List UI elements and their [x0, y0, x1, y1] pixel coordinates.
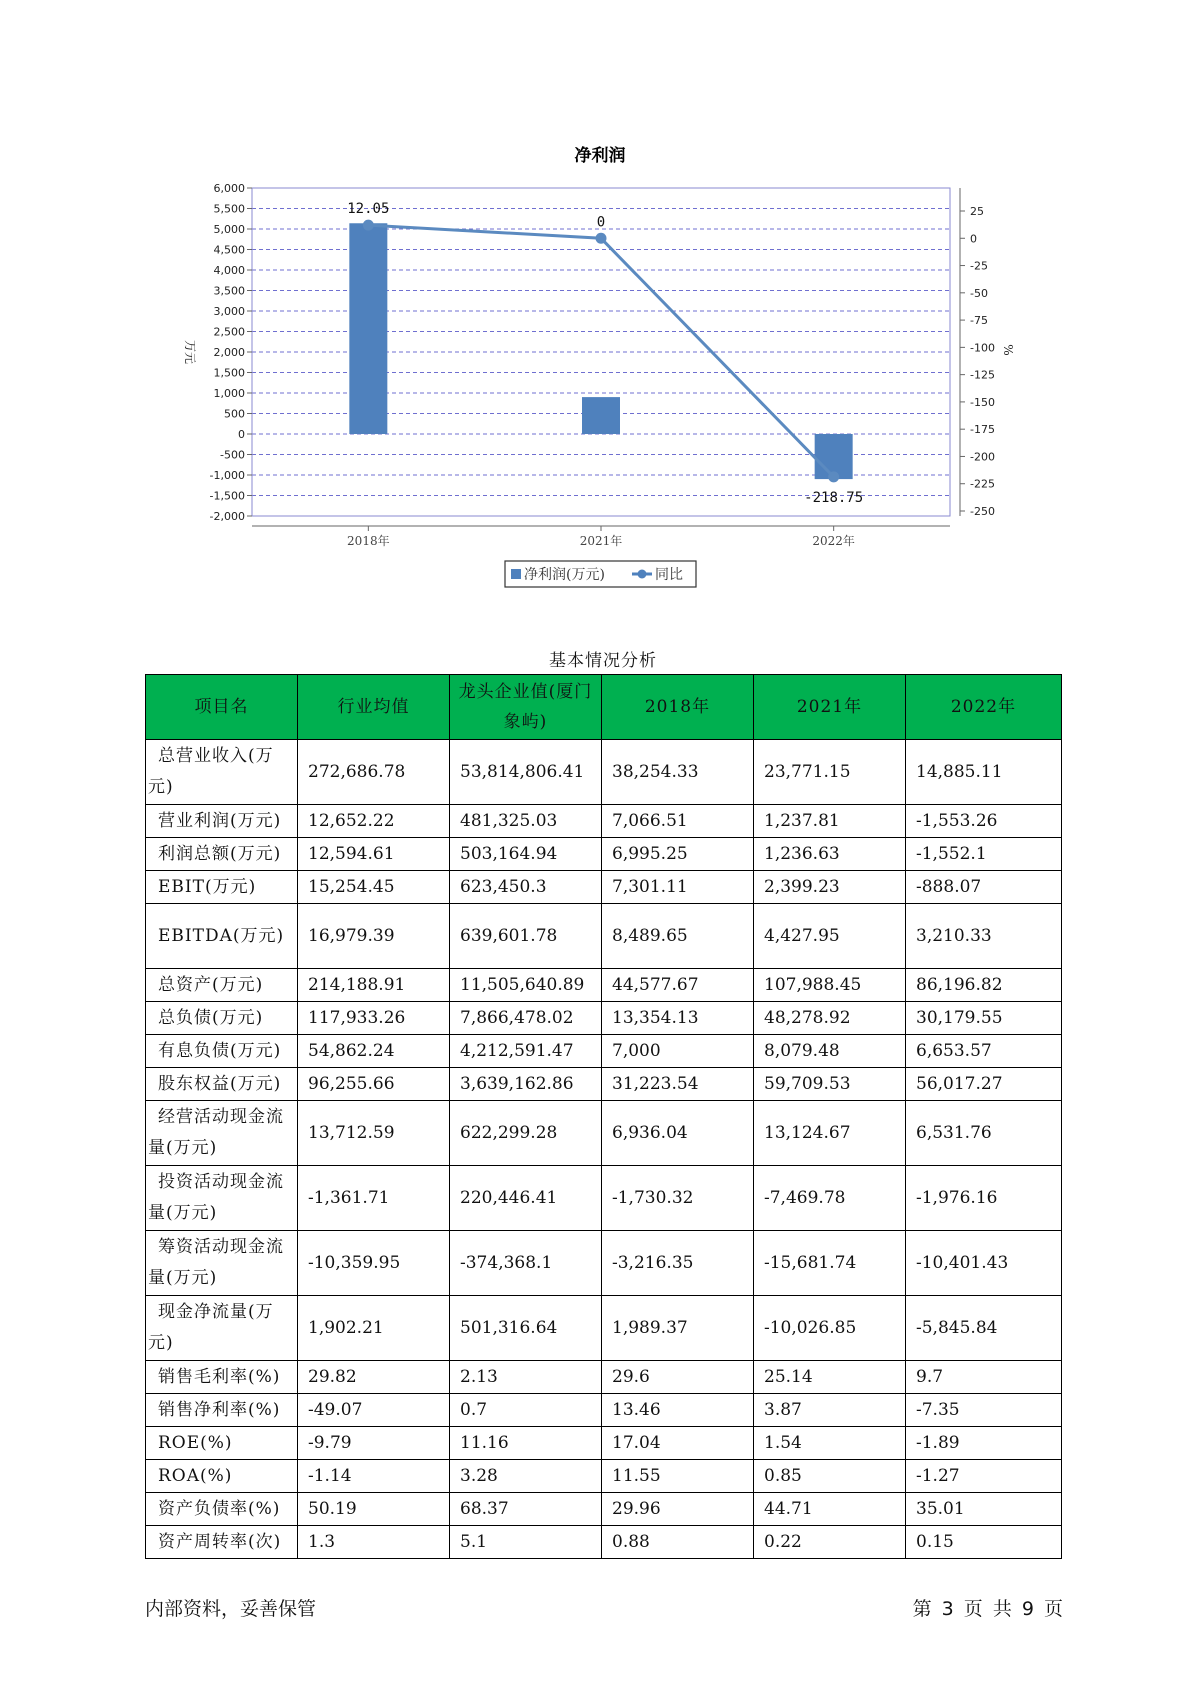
y-tick-label: 3,500: [213, 284, 245, 298]
table-cell: -7.35: [906, 1394, 1062, 1427]
legend-line-label: 同比: [655, 567, 683, 583]
table-cell: 35.01: [906, 1493, 1062, 1526]
row-label: 营业利润(万元): [146, 805, 298, 838]
bar: [582, 397, 620, 434]
y-tick-label: -1,000: [209, 469, 245, 482]
table-cell: 44.71: [754, 1493, 906, 1526]
table-cell: 9.7: [906, 1361, 1062, 1394]
row-label: 销售净利率(%): [146, 1394, 298, 1427]
legend-bar-label: 净利润(万元): [524, 567, 605, 583]
chart-legend: [505, 561, 696, 587]
table-cell: 30,179.55: [906, 1002, 1062, 1035]
table-cell: 503,164.94: [450, 838, 602, 871]
table-cell: 11,505,640.89: [450, 969, 602, 1002]
table-cell: -1.14: [298, 1460, 450, 1493]
table-cell: 11.55: [602, 1460, 754, 1493]
table-cell: 5.1: [450, 1526, 602, 1559]
table-cell: 14,885.11: [906, 740, 1062, 805]
column-header: 2018年: [602, 675, 754, 740]
row-label: ROA(%): [146, 1460, 298, 1493]
data-label: 0: [596, 214, 606, 231]
table-cell: 2.13: [450, 1361, 602, 1394]
table-cell: 56,017.27: [906, 1068, 1062, 1101]
table-cell: 1,236.63: [754, 838, 906, 871]
table-cell: -5,845.84: [906, 1296, 1062, 1361]
table-row: [146, 1035, 1062, 1068]
table-cell: 8,079.48: [754, 1035, 906, 1068]
table-caption: 基本情况分析: [549, 651, 657, 671]
y-tick-label: 2,000: [213, 346, 245, 359]
table-cell: 623,450.3: [450, 871, 602, 904]
y-tick-label: 3,000: [213, 305, 245, 318]
table-row: [146, 740, 1062, 805]
footer-page-number: 第 3 页 共 9 页: [912, 1598, 1063, 1620]
yoy-line: [368, 225, 833, 477]
table-cell: 59,709.53: [754, 1068, 906, 1101]
table-cell: 68.37: [450, 1493, 602, 1526]
x-tick-label: 2022年: [812, 534, 855, 548]
table-cell: 0.88: [602, 1526, 754, 1559]
table-cell: 8,489.65: [602, 904, 754, 969]
table-cell: 6,653.57: [906, 1035, 1062, 1068]
table-cell: -7,469.78: [754, 1166, 906, 1231]
table-cell: 3,639,162.86: [450, 1068, 602, 1101]
table-row: [146, 871, 1062, 904]
footer-confidential-note: 内部资料，妥善保管: [145, 1598, 317, 1620]
basic-analysis-table: [145, 674, 1062, 1559]
column-header: 项目名: [146, 675, 298, 740]
table-cell: 107,988.45: [754, 969, 906, 1002]
table-row: [146, 1002, 1062, 1035]
table-cell: -10,401.43: [906, 1231, 1062, 1296]
column-header: 2021年: [754, 675, 906, 740]
table-cell: 13,354.13: [602, 1002, 754, 1035]
y-tick-label: 1,500: [213, 366, 245, 380]
table-row: [146, 1231, 1062, 1296]
table-row: [146, 1296, 1062, 1361]
table-row: [146, 1460, 1062, 1493]
table-row: [146, 1394, 1062, 1427]
row-label: 经营活动现金流量(万元): [146, 1101, 298, 1166]
table-cell: -10,026.85: [754, 1296, 906, 1361]
table-cell: -1,976.16: [906, 1166, 1062, 1231]
table-cell: 481,325.03: [450, 805, 602, 838]
table-cell: -1,361.71: [298, 1166, 450, 1231]
table-cell: -374,368.1: [450, 1231, 602, 1296]
table-cell: 6,936.04: [602, 1101, 754, 1166]
table-cell: 214,188.91: [298, 969, 450, 1002]
table-row: [146, 1068, 1062, 1101]
row-label: 总营业收入(万元): [146, 740, 298, 805]
y-tick-label: 0: [238, 428, 245, 441]
column-header: 行业均值: [298, 675, 450, 740]
y2-tick-label: -175: [970, 423, 995, 437]
table-cell: 1,902.21: [298, 1296, 450, 1361]
x-tick-label: 2018年: [347, 534, 390, 548]
table-cell: 13,124.67: [754, 1101, 906, 1166]
table-cell: 11.16: [450, 1427, 602, 1460]
table-cell: 3.87: [754, 1394, 906, 1427]
y2-tick-label: -50: [970, 286, 988, 300]
row-label: EBITDA(万元): [146, 904, 298, 969]
net-profit-chart: [0, 0, 1191, 620]
table-cell: -1,553.26: [906, 805, 1062, 838]
y-tick-label: 5,500: [213, 202, 245, 216]
table-cell: 639,601.78: [450, 904, 602, 969]
yoy-point: [363, 220, 374, 231]
table-cell: -1,730.32: [602, 1166, 754, 1231]
table-cell: 3,210.33: [906, 904, 1062, 969]
y-tick-label: -500: [220, 448, 245, 462]
table-cell: 13,712.59: [298, 1101, 450, 1166]
y-tick-label: -1,500: [209, 489, 245, 503]
table-cell: 4,212,591.47: [450, 1035, 602, 1068]
table-cell: 29.6: [602, 1361, 754, 1394]
table-cell: 38,254.33: [602, 740, 754, 805]
table-cell: 0.22: [754, 1526, 906, 1559]
table-cell: 48,278.92: [754, 1002, 906, 1035]
chart-title: 净利润: [574, 146, 626, 166]
y2-tick-label: -25: [970, 259, 988, 273]
table-cell: 44,577.67: [602, 969, 754, 1002]
y-tick-label: 4,500: [213, 243, 245, 257]
table-cell: -49.07: [298, 1394, 450, 1427]
table-cell: -15,681.74: [754, 1231, 906, 1296]
y-axis-label: 万元: [183, 339, 197, 365]
table-row: [146, 805, 1062, 838]
table-row: [146, 1361, 1062, 1394]
y2-tick-label: 0: [970, 232, 977, 246]
data-label: -218.75: [804, 489, 864, 506]
y-tick-label: -2,000: [209, 510, 245, 523]
table-cell: -9.79: [298, 1427, 450, 1460]
y2-tick-label: -250: [970, 505, 995, 518]
row-label: 筹资活动现金流量(万元): [146, 1231, 298, 1296]
table-cell: 0.85: [754, 1460, 906, 1493]
y2-tick-label: -100: [970, 341, 995, 355]
table-cell: -1.27: [906, 1460, 1062, 1493]
table-cell: 29.96: [602, 1493, 754, 1526]
table-cell: 16,979.39: [298, 904, 450, 969]
row-label: 利润总额(万元): [146, 838, 298, 871]
column-header: 龙头企业值(厦门象屿): [450, 675, 602, 740]
table-cell: 7,301.11: [602, 871, 754, 904]
table-cell: 1.54: [754, 1427, 906, 1460]
table-cell: 29.82: [298, 1361, 450, 1394]
table-cell: 13.46: [602, 1394, 754, 1427]
y-tick-label: 4,000: [213, 264, 245, 277]
y2-tick-label: -75: [970, 314, 988, 328]
table-cell: 2,399.23: [754, 871, 906, 904]
y-tick-label: 2,500: [213, 325, 245, 339]
table-cell: -1,552.1: [906, 838, 1062, 871]
table-row: [146, 1166, 1062, 1231]
y2-tick-label: 25: [970, 205, 984, 218]
legend-bar-swatch: [511, 569, 521, 579]
table-cell: 96,255.66: [298, 1068, 450, 1101]
table-row: [146, 1526, 1062, 1559]
table-row: [146, 1493, 1062, 1526]
table-cell: 0.15: [906, 1526, 1062, 1559]
row-label: EBIT(万元): [146, 871, 298, 904]
table-cell: 220,446.41: [450, 1166, 602, 1231]
row-label: 资产负债率(%): [146, 1493, 298, 1526]
table-row: [146, 904, 1062, 969]
table-cell: 272,686.78: [298, 740, 450, 805]
y2-axis-label: %: [1001, 344, 1015, 356]
column-header: 2022年: [906, 675, 1062, 740]
table-cell: 117,933.26: [298, 1002, 450, 1035]
row-label: 总负债(万元): [146, 1002, 298, 1035]
y-tick-label: 500: [224, 407, 245, 421]
table-cell: 25.14: [754, 1361, 906, 1394]
table-cell: -1.89: [906, 1427, 1062, 1460]
row-label: 销售毛利率(%): [146, 1361, 298, 1394]
table-cell: -3,216.35: [602, 1231, 754, 1296]
bar: [349, 223, 387, 434]
table-cell: -888.07: [906, 871, 1062, 904]
table-cell: 17.04: [602, 1427, 754, 1460]
y2-tick-label: -150: [970, 395, 995, 409]
table-cell: 23,771.15: [754, 740, 906, 805]
x-tick-label: 2021年: [579, 534, 623, 548]
table-cell: 0.7: [450, 1394, 602, 1427]
table-cell: 6,995.25: [602, 838, 754, 871]
table-cell: 7,066.51: [602, 805, 754, 838]
table-cell: 53,814,806.41: [450, 740, 602, 805]
table-cell: 501,316.64: [450, 1296, 602, 1361]
table-header-row: [146, 675, 1062, 740]
row-label: ROE(%): [146, 1427, 298, 1460]
y2-tick-label: -200: [970, 450, 995, 464]
table-cell: 31,223.54: [602, 1068, 754, 1101]
table-row: [146, 1101, 1062, 1166]
table-cell: 1.3: [298, 1526, 450, 1559]
yoy-point: [828, 471, 839, 482]
table-cell: 1,989.37: [602, 1296, 754, 1361]
table-row: [146, 969, 1062, 1002]
row-label: 有息负债(万元): [146, 1035, 298, 1068]
row-label: 总资产(万元): [146, 969, 298, 1002]
table-cell: 15,254.45: [298, 871, 450, 904]
table-cell: 3.28: [450, 1460, 602, 1493]
row-label: 股东权益(万元): [146, 1068, 298, 1101]
table-cell: 4,427.95: [754, 904, 906, 969]
table-cell: 7,866,478.02: [450, 1002, 602, 1035]
table-cell: 622,299.28: [450, 1101, 602, 1166]
row-label: 投资活动现金流量(万元): [146, 1166, 298, 1231]
table-cell: 86,196.82: [906, 969, 1062, 1002]
table-cell: 12,652.22: [298, 805, 450, 838]
table-cell: 12,594.61: [298, 838, 450, 871]
table-cell: 6,531.76: [906, 1101, 1062, 1166]
legend-line-marker: [638, 570, 647, 579]
row-label: 现金净流量(万元): [146, 1296, 298, 1361]
y-tick-label: 5,000: [213, 223, 245, 236]
y-tick-label: 1,000: [213, 387, 245, 400]
table-cell: 54,862.24: [298, 1035, 450, 1068]
table-cell: 7,000: [602, 1035, 754, 1068]
row-label: 资产周转率(次): [146, 1526, 298, 1559]
y2-tick-label: -225: [970, 477, 995, 491]
yoy-point: [596, 233, 607, 244]
y-tick-label: 6,000: [213, 182, 245, 195]
table-cell: 1,237.81: [754, 805, 906, 838]
table-row: [146, 1427, 1062, 1460]
y2-tick-label: -125: [970, 368, 995, 382]
data-label: 12.05: [347, 201, 390, 218]
table-cell: 50.19: [298, 1493, 450, 1526]
table-row: [146, 838, 1062, 871]
table-cell: -10,359.95: [298, 1231, 450, 1296]
